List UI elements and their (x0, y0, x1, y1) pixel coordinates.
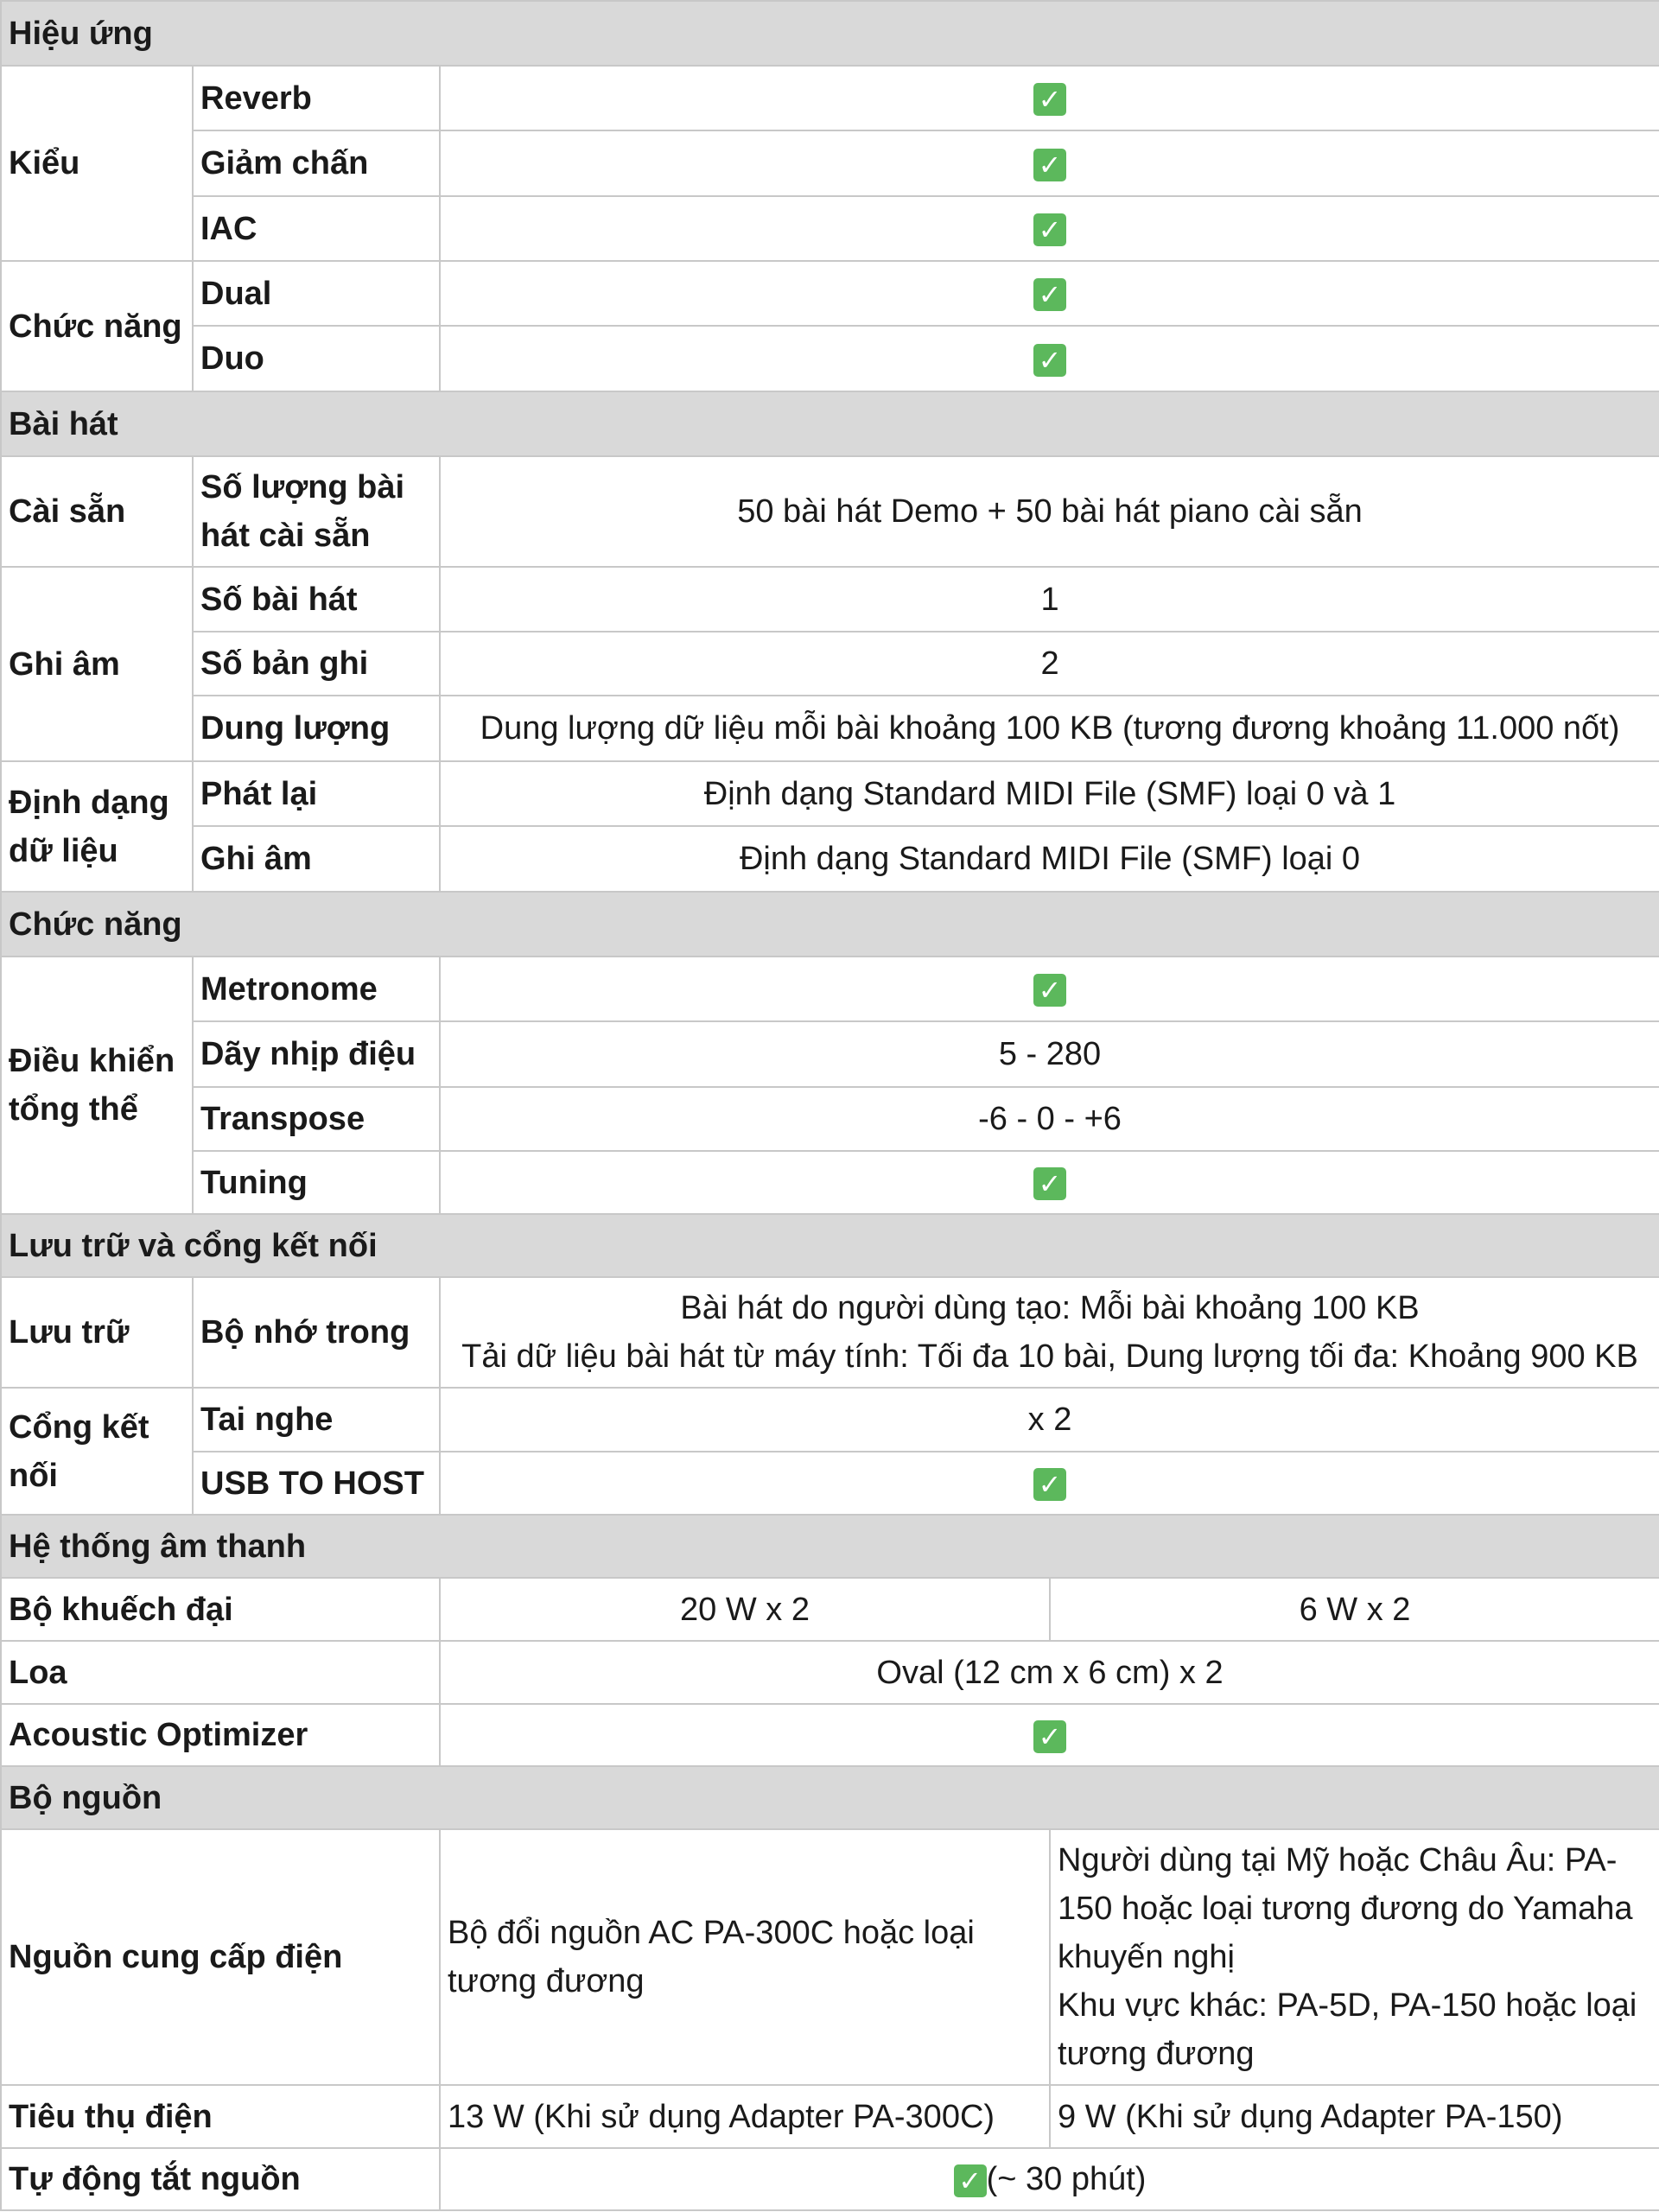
feature-label: Nguồn cung cấp điện (1, 1829, 440, 2085)
value-cell: 9 W (Khi sử dụng Adapter PA-150) (1050, 2085, 1659, 2148)
value-cell (1050, 1829, 1659, 2085)
table-row (1, 1641, 1659, 1704)
value-cell (440, 2148, 1659, 2210)
check-box-icon (1033, 974, 1066, 1007)
value-cell (440, 66, 1659, 130)
table-row (1, 1829, 1659, 2085)
table-row (1, 261, 1659, 326)
value-cell (440, 130, 1659, 196)
table-row (1, 66, 1659, 130)
check-box-icon (1033, 213, 1066, 246)
section-storage (1, 1214, 1659, 1277)
feature-label: Dual (193, 261, 440, 326)
feature-label: Tiêu thụ điện (1, 2085, 440, 2148)
group-label: Lưu trữ (1, 1277, 193, 1388)
table-row (1, 1087, 1659, 1151)
section-effects (1, 1, 1659, 66)
section-songs (1, 391, 1659, 456)
table-row (1, 130, 1659, 196)
value-cell (440, 326, 1659, 391)
table-row (1, 196, 1659, 261)
feature-label: Tai nghe (193, 1388, 440, 1452)
table-row (1, 632, 1659, 696)
value-cell: 2 (440, 632, 1659, 696)
feature-label: Reverb (193, 66, 440, 130)
table-row (1, 567, 1659, 632)
value-cell (440, 1151, 1659, 1214)
section-sound (1, 1515, 1659, 1578)
value-cell: 20 W x 2 (440, 1578, 1050, 1641)
table-row (1, 1277, 1659, 1388)
feature-label: Phát lại (193, 761, 440, 826)
feature-label: Số lượng bài hát cài sẵn (193, 456, 440, 567)
value-cell (440, 957, 1659, 1021)
table-row (1, 456, 1659, 567)
check-box-icon (1033, 278, 1066, 311)
table-row (1, 1021, 1659, 1087)
feature-label: Metronome (193, 957, 440, 1021)
table-row (1, 957, 1659, 1021)
value-cell (440, 1452, 1659, 1515)
section-title: Hiệu ứng (1, 1, 1659, 66)
table-row (1, 1578, 1659, 1641)
feature-label: Transpose (193, 1087, 440, 1151)
table-row (1, 1704, 1659, 1766)
group-label: Cổng kết nối (1, 1388, 193, 1515)
feature-label: Giảm chấn (193, 130, 440, 196)
feature-label: Số bản ghi (193, 632, 440, 696)
check-box-icon (1033, 83, 1066, 116)
value-line: Bài hát do người dùng tạo: Mỗi bài khoảng 100 KB (680, 1290, 1420, 1326)
table-row (1, 2148, 1659, 2210)
value-cell (440, 196, 1659, 261)
auto-off-duration: (~ 30 phút) (986, 2161, 1147, 2197)
check-box-icon (1033, 344, 1066, 377)
table-row (1, 1452, 1659, 1515)
feature-label: USB TO HOST (193, 1452, 440, 1515)
table-row (1, 1151, 1659, 1214)
feature-label: Acoustic Optimizer (1, 1704, 440, 1766)
table-row (1, 326, 1659, 391)
feature-label: Tự động tắt nguồn (1, 2148, 440, 2210)
group-label: Ghi âm (1, 567, 193, 761)
check-box-icon (1033, 1167, 1066, 1200)
group-label: Điều khiển tổng thể (1, 957, 193, 1214)
section-title: Bộ nguồn (1, 1766, 1659, 1829)
table-row (1, 2085, 1659, 2148)
value-cell: -6 - 0 - +6 (440, 1087, 1659, 1151)
check-box-icon (1033, 1720, 1066, 1753)
table-row (1, 696, 1659, 761)
table-row (1, 761, 1659, 826)
group-label: Cài sẵn (1, 456, 193, 567)
value-cell: Định dạng Standard MIDI File (SMF) loại 0 (440, 826, 1659, 892)
feature-label: Bộ khuếch đại (1, 1578, 440, 1641)
section-title: Lưu trữ và cổng kết nối (1, 1214, 1659, 1277)
value-cell (440, 261, 1659, 326)
section-title: Hệ thống âm thanh (1, 1515, 1659, 1578)
table-row (1, 826, 1659, 892)
section-title: Bài hát (1, 391, 1659, 456)
value-cell: 50 bài hát Demo + 50 bài hát piano cài sẵn (440, 456, 1659, 567)
value-cell: 13 W (Khi sử dụng Adapter PA-300C) (440, 2085, 1050, 2148)
check-box-icon (1033, 1468, 1066, 1501)
value-cell: Bộ đổi nguồn AC PA-300C hoặc loại tương đương (440, 1829, 1050, 2085)
value-cell (440, 1277, 1659, 1388)
table-row (1, 1388, 1659, 1452)
feature-label: Tuning (193, 1151, 440, 1214)
feature-label: Duo (193, 326, 440, 391)
feature-label: Dung lượng (193, 696, 440, 761)
value-cell: 5 - 280 (440, 1021, 1659, 1087)
feature-label: Ghi âm (193, 826, 440, 892)
feature-label: IAC (193, 196, 440, 261)
group-label: Kiểu (1, 66, 193, 261)
value-cell: 1 (440, 567, 1659, 632)
value-cell: Định dạng Standard MIDI File (SMF) loại 0 và 1 (440, 761, 1659, 826)
value-line: Người dùng tại Mỹ hoặc Châu Âu: PA-150 hoặc loại tương đương do Yamaha khuyến nghị (1058, 1842, 1633, 1975)
value-line: Tải dữ liệu bài hát từ máy tính: Tối đa 10 bài, Dung lượng tối đa: Khoảng 900 KB (461, 1338, 1638, 1375)
section-power (1, 1766, 1659, 1829)
feature-label: Dãy nhịp điệu (193, 1021, 440, 1087)
section-title: Chức năng (1, 892, 1659, 957)
check-box-icon (1033, 149, 1066, 181)
check-box-icon (954, 2164, 987, 2197)
group-label: Định dạng dữ liệu (1, 761, 193, 892)
section-functions (1, 892, 1659, 957)
value-line: Khu vực khác: PA-5D, PA-150 hoặc loại tương đương (1058, 1987, 1637, 2072)
value-cell: 6 W x 2 (1050, 1578, 1659, 1641)
group-label: Chức năng (1, 261, 193, 391)
value-cell: x 2 (440, 1388, 1659, 1452)
value-cell: Oval (12 cm x 6 cm) x 2 (440, 1641, 1659, 1704)
value-cell (440, 1704, 1659, 1766)
feature-label: Bộ nhớ trong (193, 1277, 440, 1388)
feature-label: Loa (1, 1641, 440, 1704)
value-cell: Dung lượng dữ liệu mỗi bài khoảng 100 KB (tương đương khoảng 11.000 nốt) (440, 696, 1659, 761)
feature-label: Số bài hát (193, 567, 440, 632)
